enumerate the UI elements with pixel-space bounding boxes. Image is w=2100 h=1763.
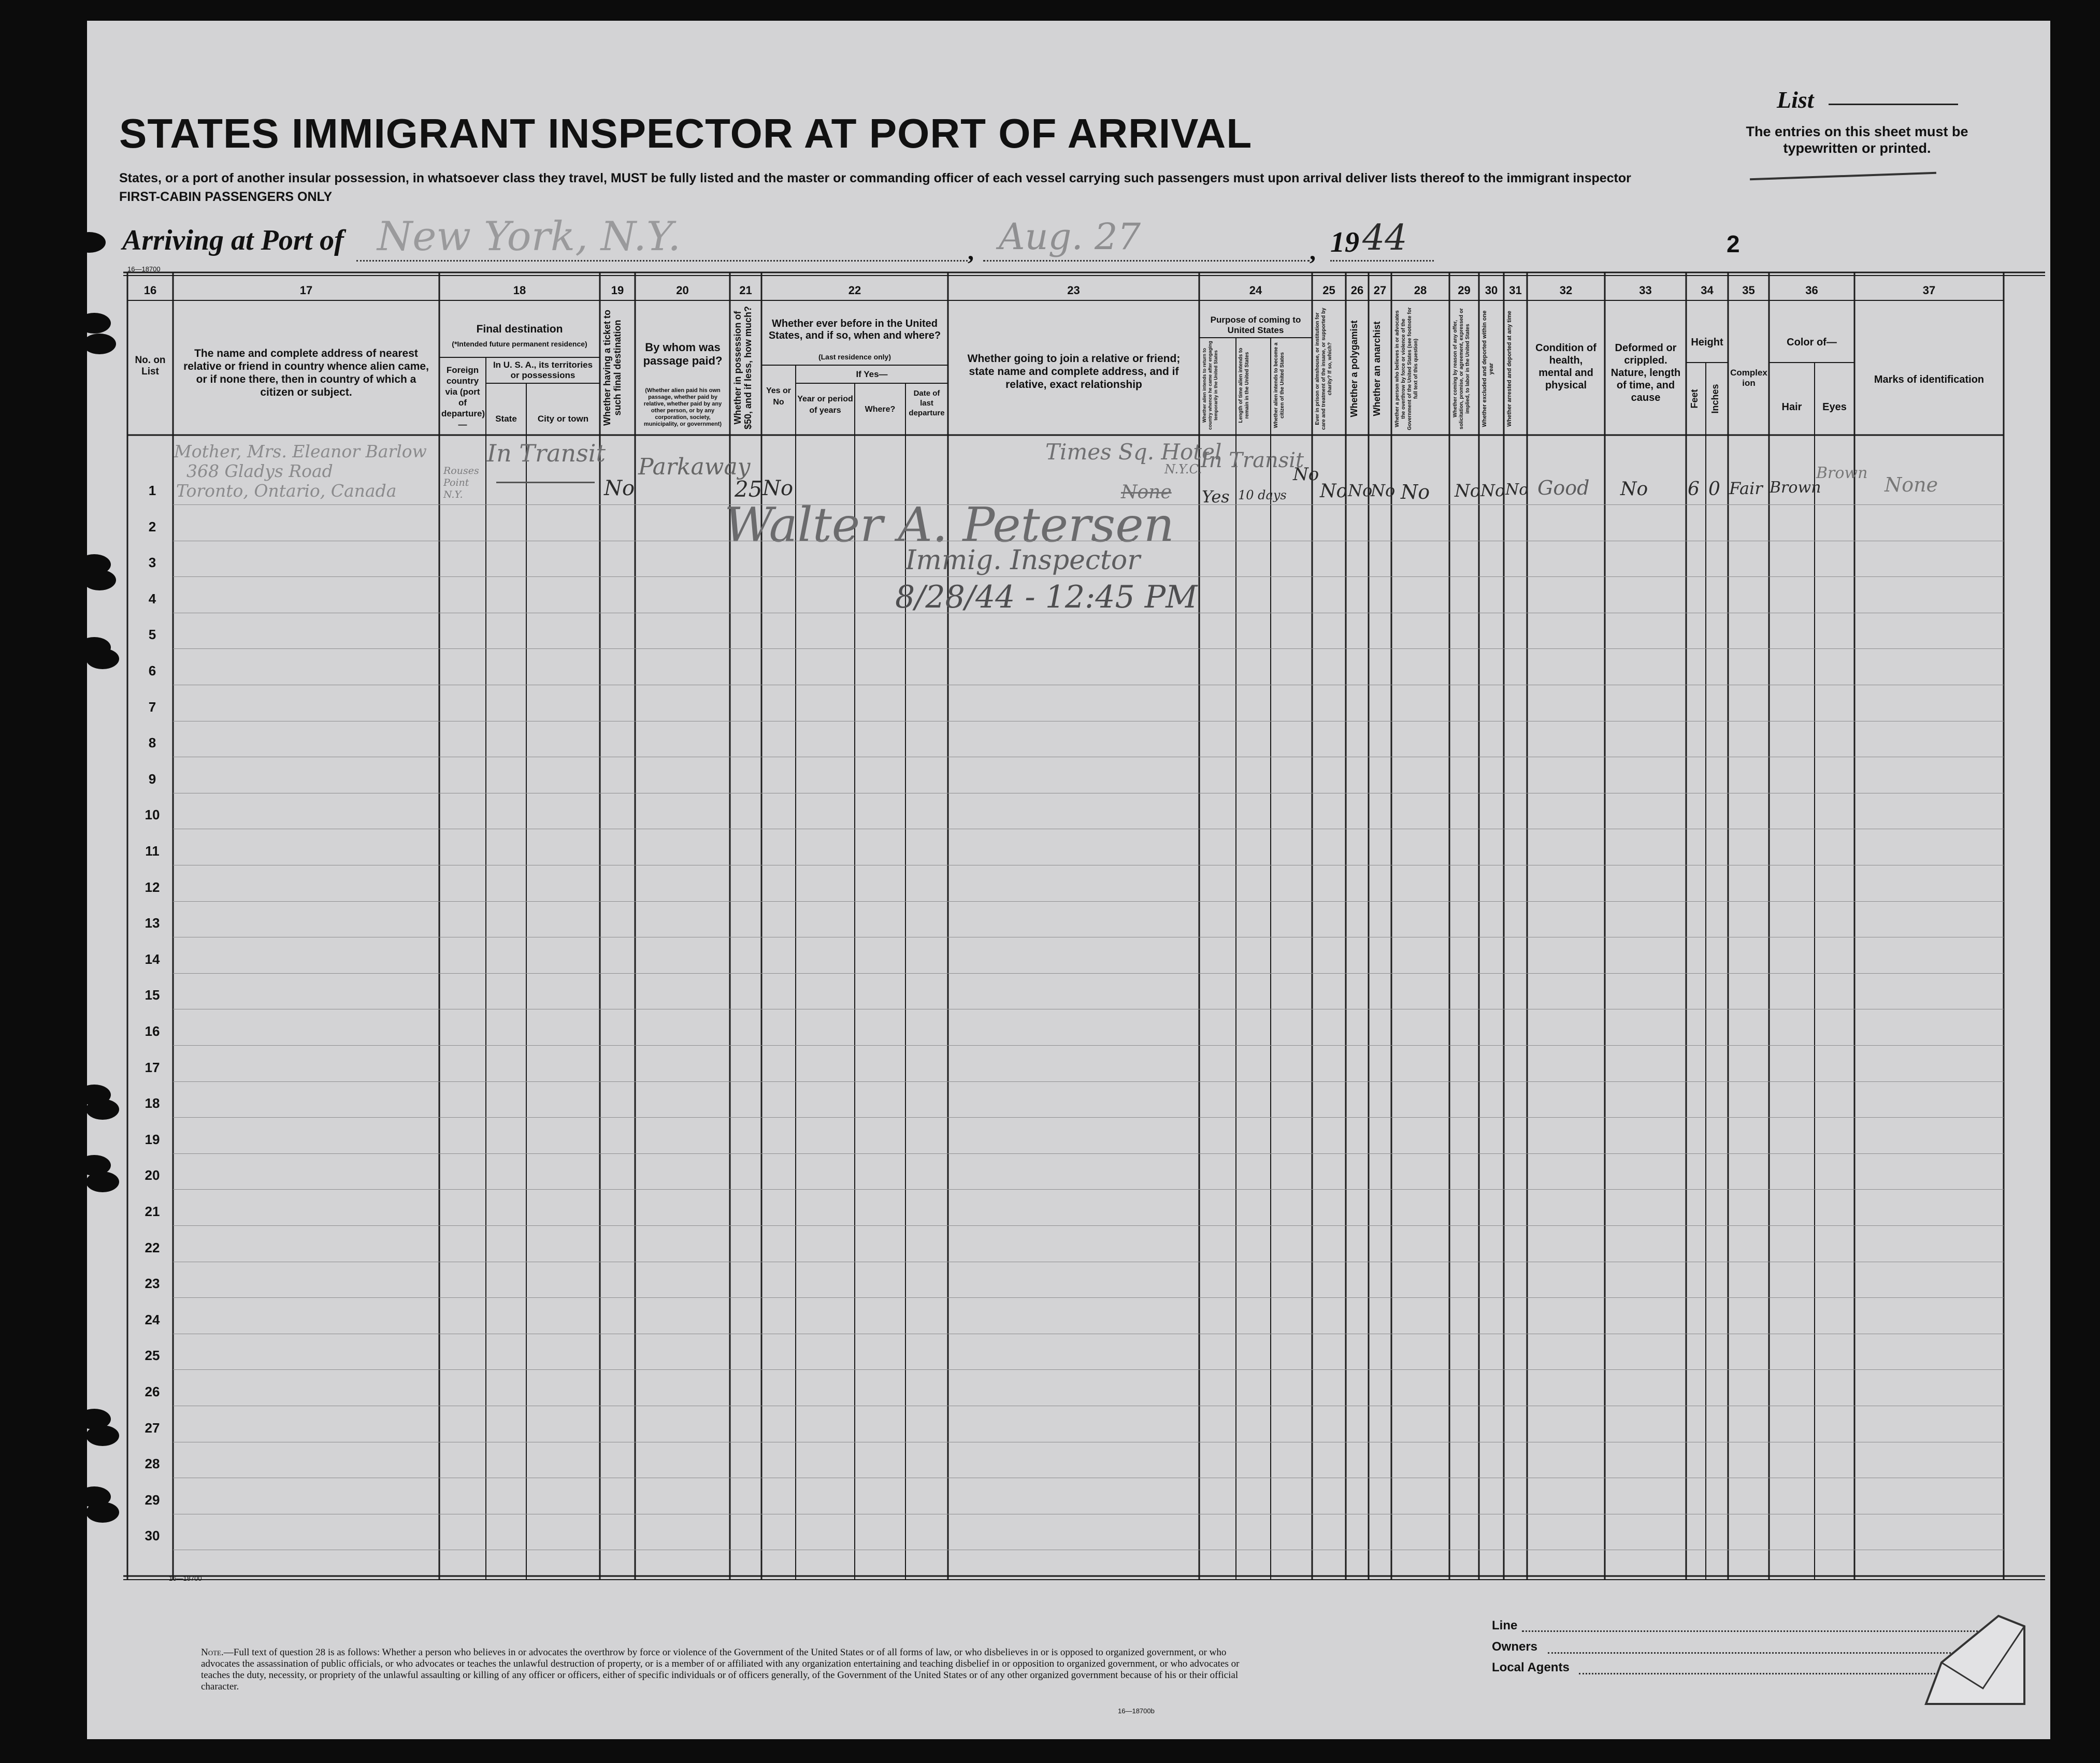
col-22-number: 22 — [848, 284, 861, 297]
typewritten-note: The entries on this sheet must be typewritten or printed. — [1746, 124, 1968, 156]
row-number: 27 — [145, 1420, 160, 1436]
header-passage-sub: (Whether alien paid his own passage, whether paid by relative, whether paid by any other person, or by any corporation, society, municipality, or government) — [643, 387, 722, 427]
year-handwritten: 44 — [1362, 218, 1407, 258]
arriving-label: Arriving at Port of — [122, 224, 344, 256]
header-feet: Feet — [1689, 389, 1700, 409]
header-q29: Whether coming by reason of any offer, solicitation, promise, or agreement, expressed or implied, to labor in the United States — [1452, 308, 1471, 429]
entry-in-transit: In Transit — [487, 439, 606, 467]
form-title: STATES IMMIGRANT INSPECTOR AT PORT OF ARRIVAL — [119, 110, 1253, 156]
header-purpose-c: Whether alien intends to become a citizen of the United States — [1273, 342, 1285, 428]
row-number: 28 — [145, 1456, 160, 1472]
header-hair: Hair — [1781, 401, 1802, 413]
entry-purpose-no: No — [1293, 464, 1319, 485]
row-number: 8 — [148, 735, 156, 751]
col-32-number: 32 — [1559, 284, 1573, 297]
header-ticket: Whether having a ticket to such final destination — [602, 309, 623, 426]
row-number: 26 — [145, 1384, 160, 1399]
row-number: 14 — [145, 951, 160, 967]
header-purpose-b: Length of time alien intends to remain in the United States — [1238, 348, 1250, 423]
header-q28: Whether a person who believes in or advocates the overthrow by force or violence of the Government of the United States (see footnote for full text of this question) — [1394, 307, 1419, 430]
col-21-number: 21 — [739, 284, 752, 297]
sheet-number: 2 — [1727, 230, 1740, 257]
punch-hole — [73, 232, 106, 253]
header-final-destination-sub: (*Intended future permanent residence) — [452, 340, 587, 348]
header-state: State — [495, 414, 517, 424]
header-prison: Ever in prison or almshouse, or institution for care and treatment of the insane, or supported by charity? If so, which? — [1315, 308, 1333, 430]
header-relative: The name and complete address of nearest relative or friend in country whence alien came, or if none there, then in country of which a citizen or subject. — [183, 348, 429, 398]
header-foreign-country: Foreign country via (port of departure)— — [441, 365, 485, 429]
row-number: 3 — [148, 555, 156, 571]
ruled-line — [173, 1081, 2004, 1082]
col-26-number: 26 — [1350, 284, 1364, 297]
header-final-destination: Final destination — [476, 323, 563, 335]
form-code-mid: 16—18700 — [169, 1574, 202, 1582]
punch-hole — [83, 570, 116, 590]
footnote-text: —Full text of question 28 is as follows: Whether a person who believes in or advocates the overthrow by force or violence of the Government of the United States or of all forms of law, or who disbelieves in or is opposed to organized government, or who advocates the assassination of public officials, or who advocates or teaches the unlawful destruction of property, or is a member of or affiliated with any organization entertaining and teaching disbelief in or opposition to organized government, or who advocates or teaches the duty, necessity, or propriety of the unlawful assaulting or killing of any officer or officers, either of specific individuals or of officers generally, of the Government of the United States or of any other organized government because of his or their official character. — [201, 1647, 1240, 1692]
entry-passage: Parkaway — [638, 454, 751, 480]
header-q31: Whether arrested and deported at any time — [1506, 311, 1513, 427]
entry-state-dash — [496, 482, 595, 483]
row-number: 4 — [148, 590, 156, 606]
comma-1: , — [968, 238, 974, 265]
footnote-q28 — [201, 1647, 1263, 1693]
owners-label: Owners — [1492, 1640, 1538, 1654]
inspector-title: Immig. Inspector — [905, 545, 1141, 576]
row-number: 22 — [145, 1239, 160, 1255]
list-label: List — [1777, 86, 1814, 113]
form-code-bottom: 16—18700b — [1118, 1707, 1155, 1715]
row-number: 23 — [145, 1276, 160, 1292]
entry-foreign-via: Rouses Point N.Y. — [443, 465, 479, 500]
entry-c26: No — [1348, 481, 1373, 500]
col-19-number: 19 — [611, 284, 624, 297]
entry-relative-line3: Toronto, Ontario, Canada — [176, 481, 397, 501]
entry-relative-line1: Mother, Mrs. Eleanor Barlow — [174, 441, 427, 461]
header-complexion: Complexion — [1730, 368, 1767, 388]
entry-ticket: No — [604, 476, 635, 500]
header-inches: Inches — [1710, 384, 1720, 414]
entry-feet: 6 — [1688, 479, 1700, 500]
header-q30: Whether excluded and deported within one year — [1481, 310, 1494, 427]
punch-hole — [86, 1425, 119, 1446]
comma-2: , — [1310, 238, 1316, 265]
col-27-number: 27 — [1373, 284, 1387, 297]
row-number: 17 — [145, 1059, 160, 1075]
entry-eyes: Brown — [1816, 464, 1868, 482]
row-number: 12 — [145, 879, 160, 895]
col-33-number: 33 — [1639, 284, 1652, 297]
inspection-stamp: 8/28/44 - 12:45 PM — [895, 579, 1198, 615]
header-eyes: Eyes — [1822, 401, 1847, 413]
entry-c25: No — [1320, 481, 1348, 502]
row-number: 24 — [145, 1311, 160, 1327]
header-if-yes: If Yes— — [856, 369, 888, 379]
col-17-number: 17 — [299, 284, 313, 297]
ruled-line — [173, 576, 2004, 577]
manifest-sheet — [87, 21, 2050, 1739]
col-30-number: 30 — [1485, 284, 1498, 297]
header-anarchist: Whether an anarchist — [1372, 321, 1382, 416]
header-before: Whether ever before in the United States, and if so, when and where? — [768, 318, 941, 341]
row-number: 2 — [148, 518, 156, 534]
col-36-number: 36 — [1805, 284, 1818, 297]
header-no-on-list: No. on List — [135, 355, 166, 377]
col-29-number: 29 — [1458, 284, 1471, 297]
form-code-top: 16—18700 — [127, 265, 161, 273]
header-city: City or town — [537, 414, 589, 424]
col-35-number: 35 — [1742, 284, 1755, 297]
col-23-number: 23 — [1067, 284, 1080, 297]
entry-money: 25 — [735, 476, 763, 502]
col-18-number: 18 — [513, 284, 526, 297]
col-25-number: 25 — [1322, 284, 1335, 297]
year-prefix: 19 — [1330, 226, 1359, 258]
header-money: Whether in possession of $50, and if less, how much? — [732, 306, 753, 430]
row-number: 1 — [148, 483, 156, 498]
row-number: 30 — [145, 1528, 160, 1544]
header-before-sub: (Last residence only) — [818, 353, 891, 361]
entry-hair: Brown — [1770, 479, 1821, 497]
entry-before: No — [763, 476, 794, 500]
row-number: 16 — [145, 1023, 160, 1039]
footnote-label: Note. — [201, 1647, 224, 1658]
ruled-line — [173, 648, 2004, 649]
col-28-number: 28 — [1414, 284, 1427, 297]
entry-joining-line1: Times Sq. Hotel — [1045, 439, 1222, 465]
form-subtitle: States, or a port of another insular possession, in whatsoever class they travel, MUST be fully listed and the master or commanding officer of each vessel carrying such passengers must upon arrival deliver lists thereof to the immigrant inspector — [119, 171, 1631, 185]
entry-health: Good — [1537, 476, 1590, 499]
ruled-line — [173, 1369, 2004, 1370]
row-number: 13 — [145, 915, 160, 931]
inspector-signature: Walter A. Petersen — [724, 497, 1174, 553]
entry-purpose-transit: In Transit — [1201, 449, 1304, 472]
row-number: 11 — [145, 843, 160, 859]
col-31-number: 31 — [1509, 284, 1522, 297]
header-joining: Whether going to join a relative or friend; state name and complete address, and if relative, exact relationship — [967, 353, 1181, 391]
entry-joining-line3: None — [1121, 482, 1172, 503]
punch-hole — [86, 648, 119, 669]
header-purpose-a: Whether alien intends to return to country whence he came after engaging temporarily in the United States — [1202, 341, 1218, 430]
line-label: Line — [1492, 1619, 1518, 1632]
header-marks: Marks of identification — [1874, 374, 1984, 385]
entry-purpose-yes: Yes — [1202, 487, 1230, 507]
entry-c30: No — [1480, 481, 1505, 500]
local-agents-label: Local Agents — [1492, 1660, 1570, 1674]
row-number: 21 — [145, 1204, 160, 1219]
row-number: 19 — [145, 1131, 160, 1147]
header-color-of: Color of— — [1787, 337, 1837, 348]
row-number: 20 — [145, 1167, 160, 1183]
col-20-number: 20 — [676, 284, 689, 297]
row-number: 29 — [145, 1492, 160, 1508]
folded-corner — [1921, 1606, 2030, 1709]
row-number: 6 — [148, 663, 156, 678]
port-handwritten: New York, N.Y. — [377, 213, 681, 260]
entry-c31: No — [1505, 481, 1529, 499]
header-yes-no: Yes or No — [766, 386, 792, 407]
header-date-departure: Date of last departure — [909, 389, 945, 417]
punch-hole — [86, 1172, 119, 1192]
ruled-line — [173, 1225, 2004, 1226]
header-where: Where? — [865, 405, 896, 414]
ruled-line — [173, 1297, 2004, 1298]
row-number: 25 — [145, 1348, 160, 1364]
entry-inches: 0 — [1708, 479, 1720, 500]
ruled-line — [173, 1153, 2004, 1154]
header-in-usa: In U. S. A., its territories or possessions — [493, 360, 593, 380]
entry-joining-line2: N.Y.C. — [1164, 462, 1202, 476]
table-grid — [87, 21, 2050, 1739]
header-polygamist: Whether a polygamist — [1349, 320, 1359, 417]
line-field — [1522, 1630, 1988, 1632]
punch-hole — [83, 334, 116, 354]
entry-purpose-days: 10 days — [1238, 488, 1287, 502]
form-subtitle-2: FIRST-CABIN PASSENGERS ONLY — [119, 190, 333, 204]
col-24-number: 24 — [1249, 284, 1262, 297]
row-number: 18 — [145, 1095, 160, 1111]
punch-hole — [86, 1502, 119, 1523]
ruled-line — [173, 504, 2004, 505]
header-passage: By whom was passage paid? — [643, 341, 723, 367]
ruled-line — [173, 1045, 2004, 1046]
col-34-number: 34 — [1701, 284, 1714, 297]
col-16-number: 16 — [143, 284, 157, 297]
ruled-line — [173, 1189, 2004, 1190]
ruled-line — [173, 901, 2004, 902]
row-number: 9 — [148, 771, 156, 787]
row-number: 7 — [148, 699, 156, 715]
ruled-line — [173, 973, 2004, 974]
header-purpose: Purpose of coming to United States — [1210, 315, 1301, 335]
header-deformed: Deformed or crippled. Nature, length of time, and cause — [1610, 342, 1681, 403]
punch-hole — [78, 313, 111, 334]
header-height: Height — [1691, 337, 1723, 348]
header-year-period: Year or period of years — [797, 395, 853, 415]
row-number: 10 — [145, 807, 160, 823]
row-number: 5 — [148, 627, 156, 643]
header-health: Condition of health, mental and physical — [1535, 342, 1596, 391]
row-number: 15 — [145, 987, 160, 1003]
entry-c28: No — [1401, 481, 1430, 503]
date-handwritten: Aug. 27 — [999, 215, 1141, 258]
entry-deformed: No — [1620, 479, 1648, 500]
ruled-line — [173, 1117, 2004, 1118]
punch-hole — [86, 1099, 119, 1120]
col-37-number: 37 — [1922, 284, 1936, 297]
entry-c27: No — [1371, 481, 1396, 500]
entry-complexion: Fair — [1729, 479, 1763, 498]
entry-relative-line2: 368 Gladys Road — [186, 461, 333, 481]
entry-c29: No — [1455, 481, 1481, 501]
entry-marks: None — [1885, 473, 1938, 496]
